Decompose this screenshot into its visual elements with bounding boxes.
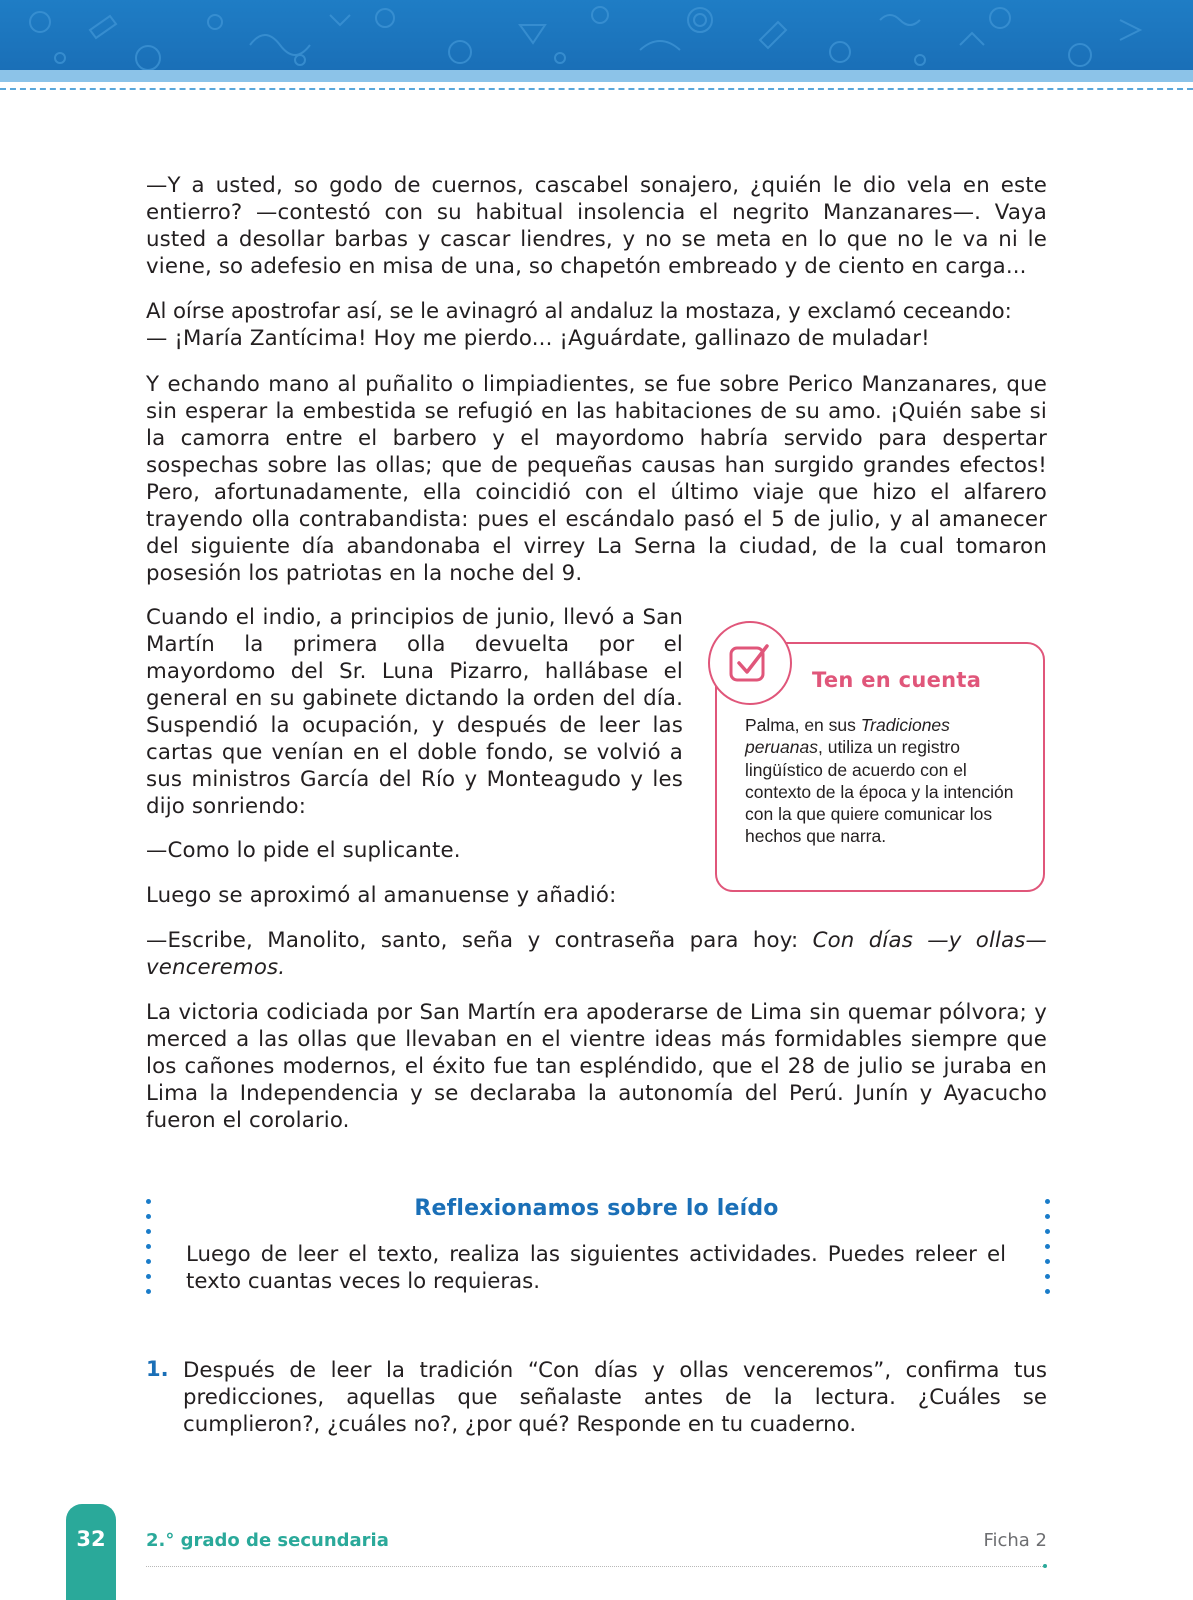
paragraph-8 <box>146 999 1047 1134</box>
paragraph-1-text: —Y a usted, so godo de cuernos, cascabel sonajero, ¿quién le dio vela en este entierro? —contestó con su habitual insolencia el negrito Manzanares—. Vaya usted a desollar barbas y cascar liendres, y no se meta en lo que no le va ni le viene, so adefesio en misa de una, so chapetón embreado y de ciento en carga... <box>146 173 1047 279</box>
tip-text-before: Palma, en sus <box>745 715 861 735</box>
activity-text: Después de leer la tradición “Con días y ollas venceremos”, confirma tus predicciones, aquellas que señalaste antes de la lectura. ¿Cuáles se cumplieron?, ¿cuáles no?, ¿por qué? Responde en tu cuaderno. <box>183 1358 1047 1437</box>
reflection-text: Luego de leer el texto, realiza las siguientes actividades. Puedes releer el texto cuantas veces lo requieras. <box>186 1242 1006 1294</box>
header-dashed-divider <box>0 88 1193 90</box>
tip-title: Ten en cuenta <box>812 668 982 692</box>
paragraph-7-text <box>146 927 1047 981</box>
header-stripe <box>0 70 1193 82</box>
tip-icon-badge <box>708 621 792 705</box>
page-number: 32 <box>76 1527 106 1551</box>
paragraph-4-text: Cuando el indio, a principios de junio, llevó a San Martín la primera olla devuelta por el mayordomo del Sr. Luna Pizarro, hallábase el general en su gabinete dictando la orden del día. Suspendió la ocupación, y después de leer las cartas que venían en el doble fondo, se volvió a sus ministros García del Río y Monteagudo y les dijo sonriendo: <box>146 605 683 819</box>
tip-text-italic: Tradiciones peruanas <box>745 715 950 758</box>
paragraph-7-plain: —Escribe, Manolito, santo, seña y contraseña para hoy: <box>146 928 813 953</box>
paragraph-8-text: La victoria codiciada por San Martín era apoderarse de Lima sin quemar pólvora; y merced a las ollas que llevaban en el vientre ideas más formidables siempre que los cañones modernos, el éxito fue tan espléndido, que el 28 de julio se juraba en Lima la Independencia y se declaraba la autonomía del Perú. Junín y Ayacucho fueron el corolario. <box>146 1000 1047 1133</box>
paragraph-7-italic: Con días —y ollas— venceremos. <box>146 928 1047 980</box>
banner-doodles <box>0 0 1193 70</box>
tip-text <box>745 714 1015 848</box>
paragraph-3-text: Y echando mano al puñalito o limpiadientes, se fue sobre Perico Manzanares, que sin esperar la embestida se refugió en las habitaciones de su amo. ¡Quién sabe si la camorra entre el barbero y el mayordomo habría servido para despertar sospechas sobre las ollas; que de pequeñas causas han surgido grandes efectos! Pero, afortunadamente, ella coincidió con el último viaje que hizo el alfarero trayendo olla contrabandista: pues el escándalo pasó el 5 de julio, y al amanecer del siguiente día abandonaba el virrey La Serna la ciudad, de la cual tomaron posesión los patriotas en la noche del 9. <box>146 372 1047 586</box>
activity-number: 1. <box>146 1357 169 1381</box>
footer-divider <box>146 1566 1045 1567</box>
paragraph-2 <box>146 298 1047 352</box>
header-banner <box>0 0 1193 70</box>
paragraph-5-text: —Como lo pide el suplicante. <box>146 838 461 863</box>
paragraph-6-text: Luego se aproximó al amanuense y añadió: <box>146 883 617 908</box>
tip-text-after: , utiliza un registro lingüístico de acuerdo con el contexto de la época y la intención con la que quiere comunicar los hechos que narra. <box>745 737 1014 847</box>
paragraph-2-line-1: Al oírse apostrofar así, se le avinagró al andaluz la mostaza, y exclamó ceceando: <box>146 299 1012 324</box>
paragraph-6 <box>146 882 683 909</box>
sheet-label: Ficha 2 <box>983 1530 1047 1551</box>
paragraph-4 <box>146 604 683 820</box>
checkbox-icon <box>728 639 774 687</box>
grade-label: 2.° grado de secundaria <box>146 1530 389 1551</box>
footer-dot <box>1043 1564 1047 1568</box>
paragraph-5 <box>146 837 683 864</box>
page-number-tab <box>66 1504 116 1600</box>
paragraph-2-line-2: — ¡María Zantícima! Hoy me pierdo... ¡Aguárdate, gallinazo de muladar! <box>146 326 930 351</box>
reflection-title: Reflexionamos sobre lo leído <box>414 1196 779 1221</box>
paragraph-7 <box>146 927 1047 981</box>
paragraph-3 <box>146 371 1047 587</box>
paragraph-1 <box>146 172 1047 280</box>
